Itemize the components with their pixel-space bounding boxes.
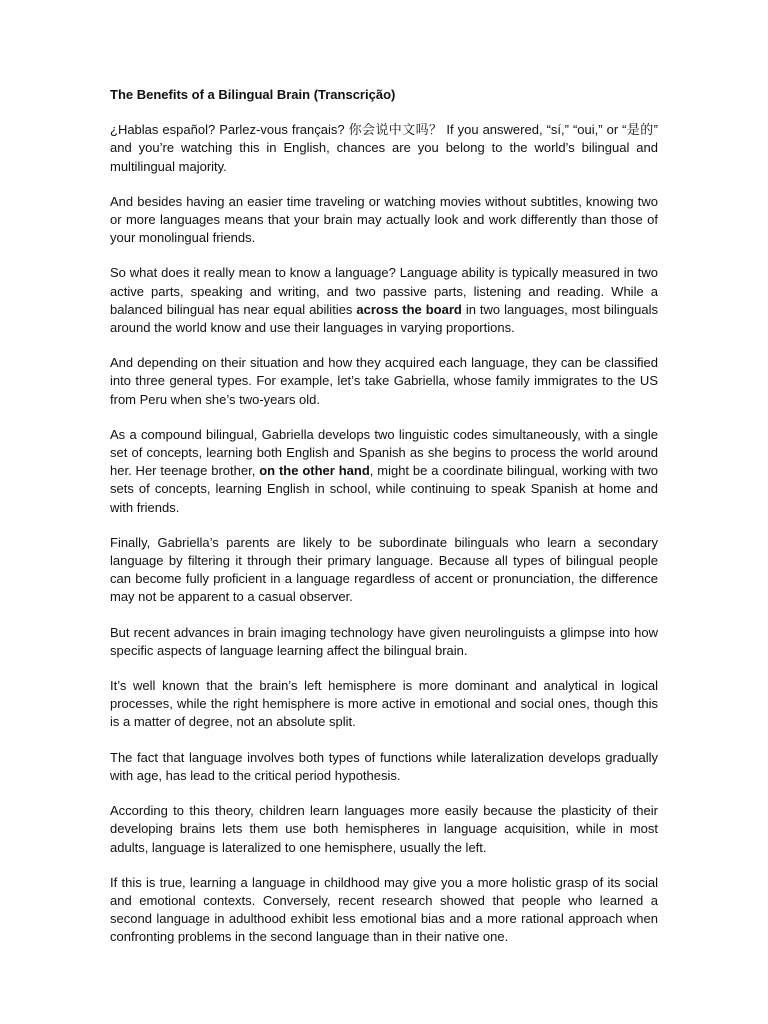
document-body	[110, 121, 658, 946]
text-segment: ¿Hablas español? Parlez-vous français? 你会说中文吗？ If you answered, “sí,” “oui,” or “是的” and you’re watching this in English, chances are you belong to the world’s bilingual and multilingual majority.	[110, 122, 658, 174]
text-segment: in two languages, most bilinguals around the world know and use their languages in varying proportions.	[110, 301, 658, 336]
text-segment: If this is true, learning a language in childhood may give you a more holistic grasp of its social and emotional contexts. Conversely, recent research showed that people who learned a second language in adulthood exhibit less emotional bias and a more rational approach when confronting problems in the second language than in their native one.	[110, 874, 658, 945]
text-segment: And besides having an easier time traveling or watching movies without subtitles, knowing two or more languages means that your brain may actually look and work differently than those of your monolingual friends.	[110, 193, 658, 246]
paragraph	[110, 264, 658, 337]
text-segment: It’s well known that the brain’s left hemisphere is more dominant and analytical in logical processes, while the right hemisphere is more active in emotional and social ones, though this is a matter of degree, not an absolute split.	[110, 678, 658, 730]
paragraph	[110, 874, 658, 947]
paragraph	[110, 121, 658, 176]
text-segment: The fact that language involves both types of functions while lateralization develops gradually with age, has lead to the critical period hypothesis.	[110, 749, 658, 783]
text-segment: As a compound bilingual, Gabriella develops two linguistic codes simultaneously, with a single set of concepts, learning both English and Spanish as she begins to process the world around her. Her teenage brother,	[110, 426, 658, 479]
bold-phrase: on the other hand	[259, 463, 370, 479]
paragraph	[110, 624, 658, 660]
paragraph	[110, 426, 658, 517]
bold-phrase: across the board	[356, 301, 462, 317]
document-title: The Benefits of a Bilingual Brain (Transcrição)	[110, 87, 396, 102]
text-segment: Finally, Gabriella’s parents are likely to be subordinate bilinguals who learn a secondary language by filtering it through their primary language. Because all types of bilingual people can become fully proficient in a language regardless of accent or pronunciation, the difference may not be apparent to a casual observer.	[110, 534, 658, 605]
paragraph	[110, 534, 658, 607]
paragraph	[110, 677, 658, 732]
text-segment: , might be a coordinate bilingual, working with two sets of concepts, learning English in school, while continuing to speak Spanish at home and with friends.	[110, 463, 659, 515]
text-segment: So what does it really mean to know a language? Language ability is typically measured in two active parts, speaking and writing, and two passive parts, listening and reading. While a balanced bilingual has near equal abilities	[110, 265, 658, 317]
text-segment: According to this theory, children learn languages more easily because the plasticity of their developing brains lets them use both hemispheres in language acquisition, while in most adults, language is lateralized to one hemisphere, usually the left.	[110, 803, 658, 855]
paragraph	[110, 354, 658, 409]
paragraph	[110, 749, 658, 785]
document-page	[110, 86, 658, 964]
text-segment: But recent advances in brain imaging technology have given neurolinguists a glimpse into how specific aspects of language learning affect the bilingual brain.	[110, 624, 658, 658]
paragraph	[110, 193, 658, 248]
text-segment: And depending on their situation and how they acquired each language, they can be classified into three general types. For example, let’s take Gabriella, whose family immigrates to the US from Peru when she’s two-years old.	[110, 355, 658, 407]
paragraph	[110, 802, 658, 857]
